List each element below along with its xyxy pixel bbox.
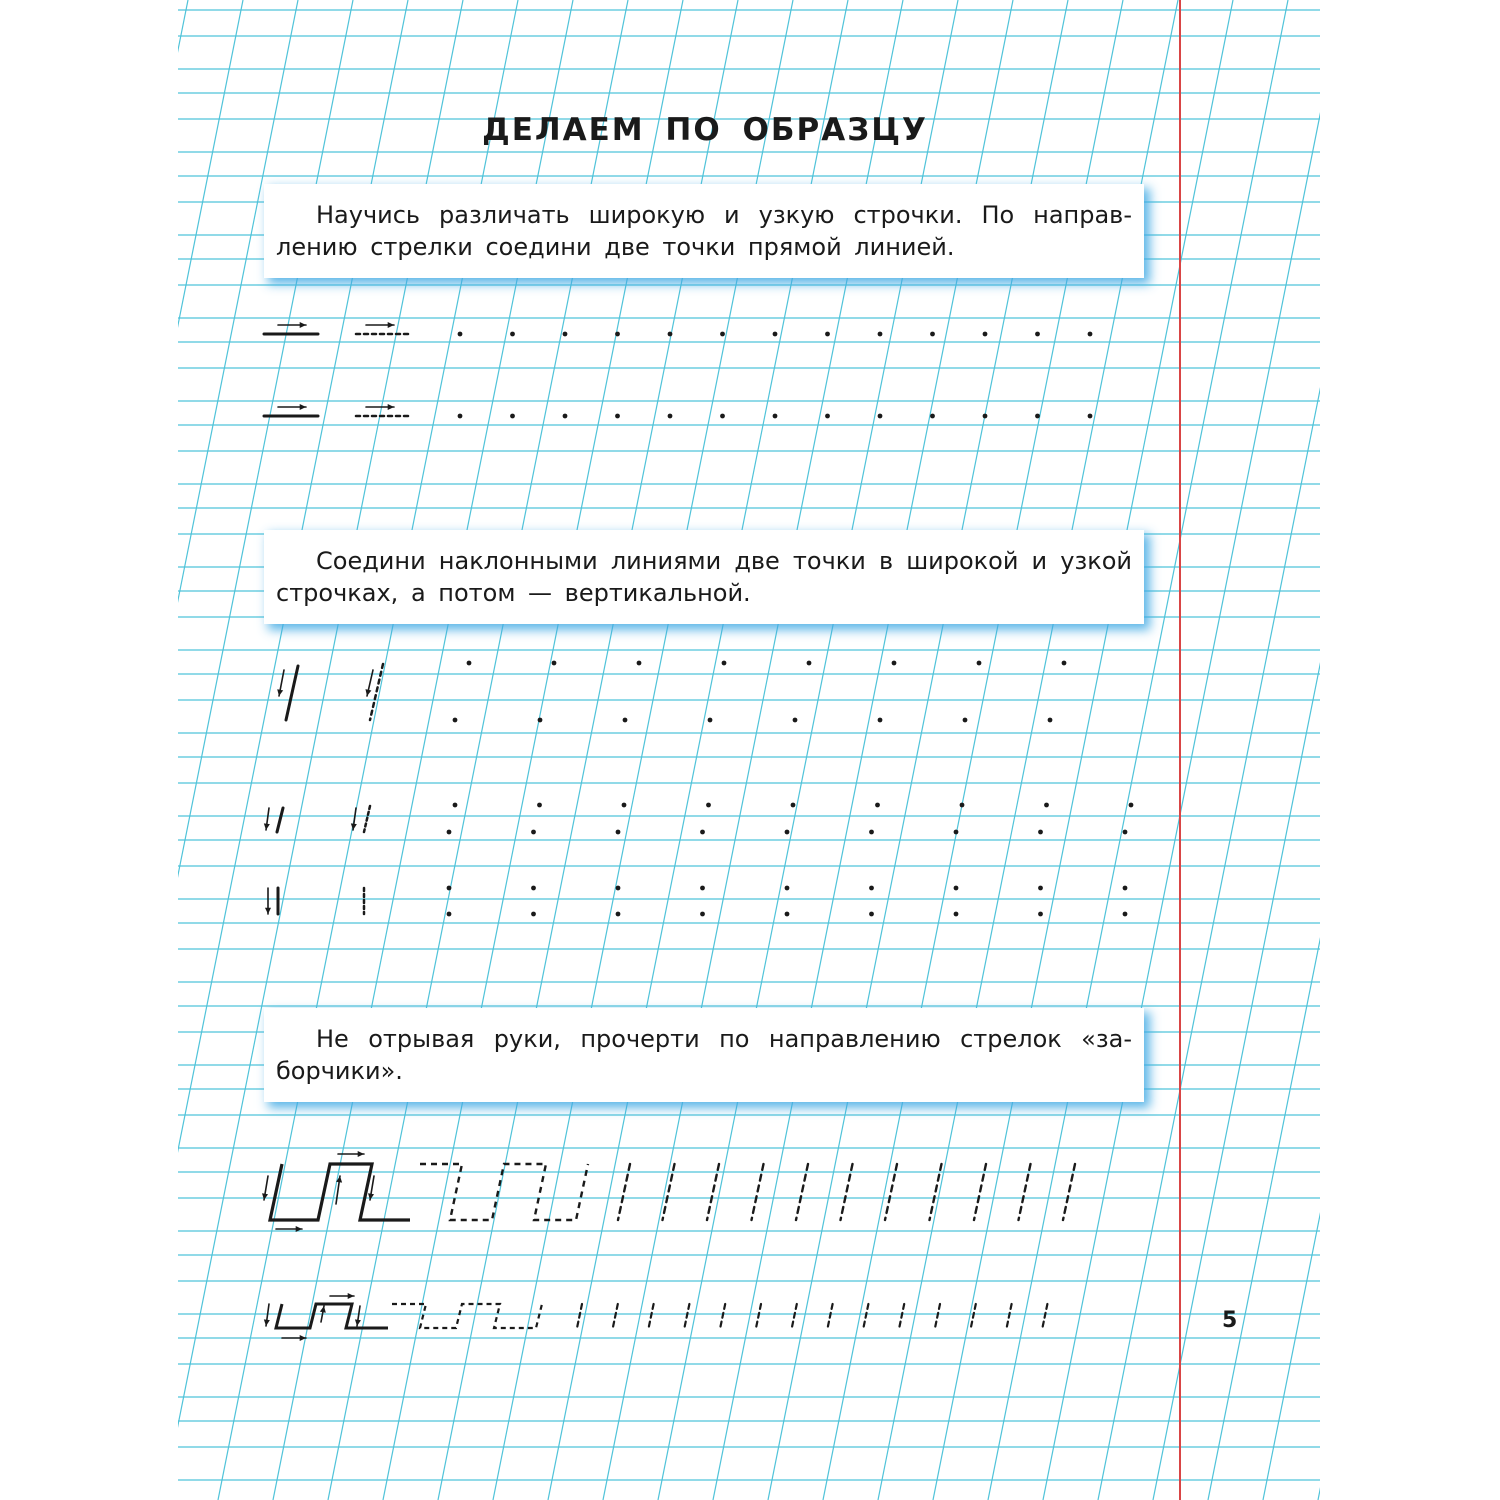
arrow-head (320, 1306, 326, 1313)
sample-fence-narrow (276, 1304, 388, 1328)
guide-dot (785, 830, 790, 835)
guide-dot (538, 718, 543, 723)
guide-dot (453, 803, 458, 808)
trace-fence-post (618, 1164, 630, 1220)
guide-dot (785, 886, 790, 891)
trace-fence-post-narrow (828, 1304, 833, 1328)
arrow-head (348, 1293, 354, 1299)
guide-dot (825, 332, 830, 337)
guide-dot (773, 332, 778, 337)
guide-dot (869, 830, 874, 835)
guide-dot (930, 414, 935, 419)
guide-dot (963, 718, 968, 723)
arrow-head (300, 1335, 306, 1341)
guide-dot (700, 830, 705, 835)
guide-dot (706, 803, 711, 808)
trace-fence-post-narrow (899, 1304, 904, 1328)
guide-dot (467, 661, 472, 666)
guide-dot (785, 912, 790, 917)
trace-fence-post-narrow (756, 1304, 761, 1328)
task-text-2: Соедини наклонными линиями две точки в широкой и узкой строчках, а потом — вертикальной. (276, 547, 1132, 607)
guide-dot (954, 912, 959, 917)
guide-dot (616, 830, 621, 835)
guide-dot (954, 886, 959, 891)
trace-fence-post-narrow (863, 1304, 868, 1328)
trace-fence-post-narrow (720, 1304, 725, 1328)
guide-dot (875, 803, 880, 808)
guide-dot (720, 332, 725, 337)
guide-dot (458, 414, 463, 419)
task-box-3 (264, 1008, 1144, 1102)
trace-fence-post-narrow (649, 1304, 654, 1328)
sample-slanted-line (286, 666, 298, 720)
trace-fence (420, 1164, 588, 1220)
guide-dot (458, 332, 463, 337)
trace-fence-post (841, 1164, 853, 1220)
guide-dot (637, 661, 642, 666)
guide-dot (773, 414, 778, 419)
guide-dot (1044, 803, 1049, 808)
task-text-3: Не отрывая руки, прочерти по направлению стрелок «заборчики». (276, 1025, 1132, 1085)
trace-fence-post-narrow (1007, 1304, 1012, 1328)
guide-dot (700, 912, 705, 917)
trace-fence-post (707, 1164, 719, 1220)
guide-dot (616, 912, 621, 917)
guide-dot (1035, 332, 1040, 337)
arrow-head (262, 1193, 268, 1200)
trace-fence-post-narrow (1042, 1304, 1047, 1328)
guide-dot (983, 332, 988, 337)
arrow-head (358, 1151, 364, 1157)
guide-dot (615, 414, 620, 419)
arrow-head (265, 908, 271, 914)
guide-dot (954, 830, 959, 835)
task-box-2 (264, 530, 1144, 624)
guide-dot (531, 886, 536, 891)
guide-dot (878, 332, 883, 337)
page-number: 5 (1222, 1308, 1238, 1333)
guide-dot (1123, 830, 1128, 835)
guide-dot (878, 414, 883, 419)
trace-fence-post (974, 1164, 986, 1220)
guide-dot (510, 332, 515, 337)
guide-dot (537, 803, 542, 808)
guide-dot (1129, 803, 1134, 808)
guide-dot (960, 803, 965, 808)
guide-dot (791, 803, 796, 808)
guide-dot (878, 718, 883, 723)
guide-dot (807, 661, 812, 666)
guide-dot (563, 414, 568, 419)
guide-dot (668, 332, 673, 337)
guide-dot (720, 414, 725, 419)
trace-fence-narrow (392, 1304, 542, 1328)
guide-dot (1123, 912, 1128, 917)
arrow-head (296, 1226, 302, 1232)
guide-dot (447, 912, 452, 917)
guide-dot (700, 886, 705, 891)
guide-dot (622, 803, 627, 808)
arrow-head (300, 322, 306, 328)
guide-dot (1123, 886, 1128, 891)
guide-dot (977, 661, 982, 666)
page-title: ДЕЛАЕМ ПО ОБРАЗЦУ (482, 112, 928, 148)
trace-fence-post-narrow (577, 1304, 582, 1328)
guide-dot (615, 332, 620, 337)
arrow-head (365, 689, 371, 696)
trace-fence-post (663, 1164, 675, 1220)
guide-dot (1088, 414, 1093, 419)
arrow-head (388, 322, 394, 328)
arrow-head (300, 404, 306, 410)
guide-dot (930, 332, 935, 337)
guide-dot (531, 830, 536, 835)
trace-fence-post-narrow (684, 1304, 689, 1328)
guide-dot (1038, 912, 1043, 917)
arrow-head (388, 404, 394, 410)
trace-fence-post-narrow (792, 1304, 797, 1328)
guide-dot (1035, 414, 1040, 419)
trace-fence-post (752, 1164, 764, 1220)
guide-dot (1062, 661, 1067, 666)
guide-dot (892, 661, 897, 666)
guide-dot (447, 830, 452, 835)
guide-dot (453, 718, 458, 723)
trace-fence-post-narrow (613, 1304, 618, 1328)
guide-dot (623, 718, 628, 723)
arrow-head (368, 1193, 374, 1200)
guide-dot (1038, 830, 1043, 835)
guide-dot (708, 718, 713, 723)
guide-dot (552, 661, 557, 666)
guide-dot (869, 912, 874, 917)
guide-dot (722, 661, 727, 666)
sample-fence (270, 1164, 410, 1220)
guide-dot (531, 912, 536, 917)
guide-dot (1038, 886, 1043, 891)
arrow-head (277, 689, 283, 696)
trace-fence-post (796, 1164, 808, 1220)
guide-dot (793, 718, 798, 723)
trace-fence-post-narrow (971, 1304, 976, 1328)
guide-dot (983, 414, 988, 419)
trace-fence-post (1063, 1164, 1075, 1220)
trace-slanted-line-narrow (364, 806, 370, 832)
trace-fence-post (1019, 1164, 1031, 1220)
guide-dot (563, 332, 568, 337)
trace-fence-post (885, 1164, 897, 1220)
guide-dot (825, 414, 830, 419)
guide-dot (668, 414, 673, 419)
sample-slanted-line-narrow (277, 808, 283, 832)
guide-dot (616, 886, 621, 891)
task-box-1 (264, 184, 1144, 278)
guide-dot (869, 886, 874, 891)
guide-dot (1048, 718, 1053, 723)
trace-fence-post-narrow (935, 1304, 940, 1328)
trace-fence-post (930, 1164, 942, 1220)
guide-dot (510, 414, 515, 419)
guide-dot (447, 886, 452, 891)
guide-dot (1088, 332, 1093, 337)
task-text-1: Научись различать широкую и узкую строчки. По направлению стрелки соедини две точки прямой линией. (276, 201, 1132, 261)
